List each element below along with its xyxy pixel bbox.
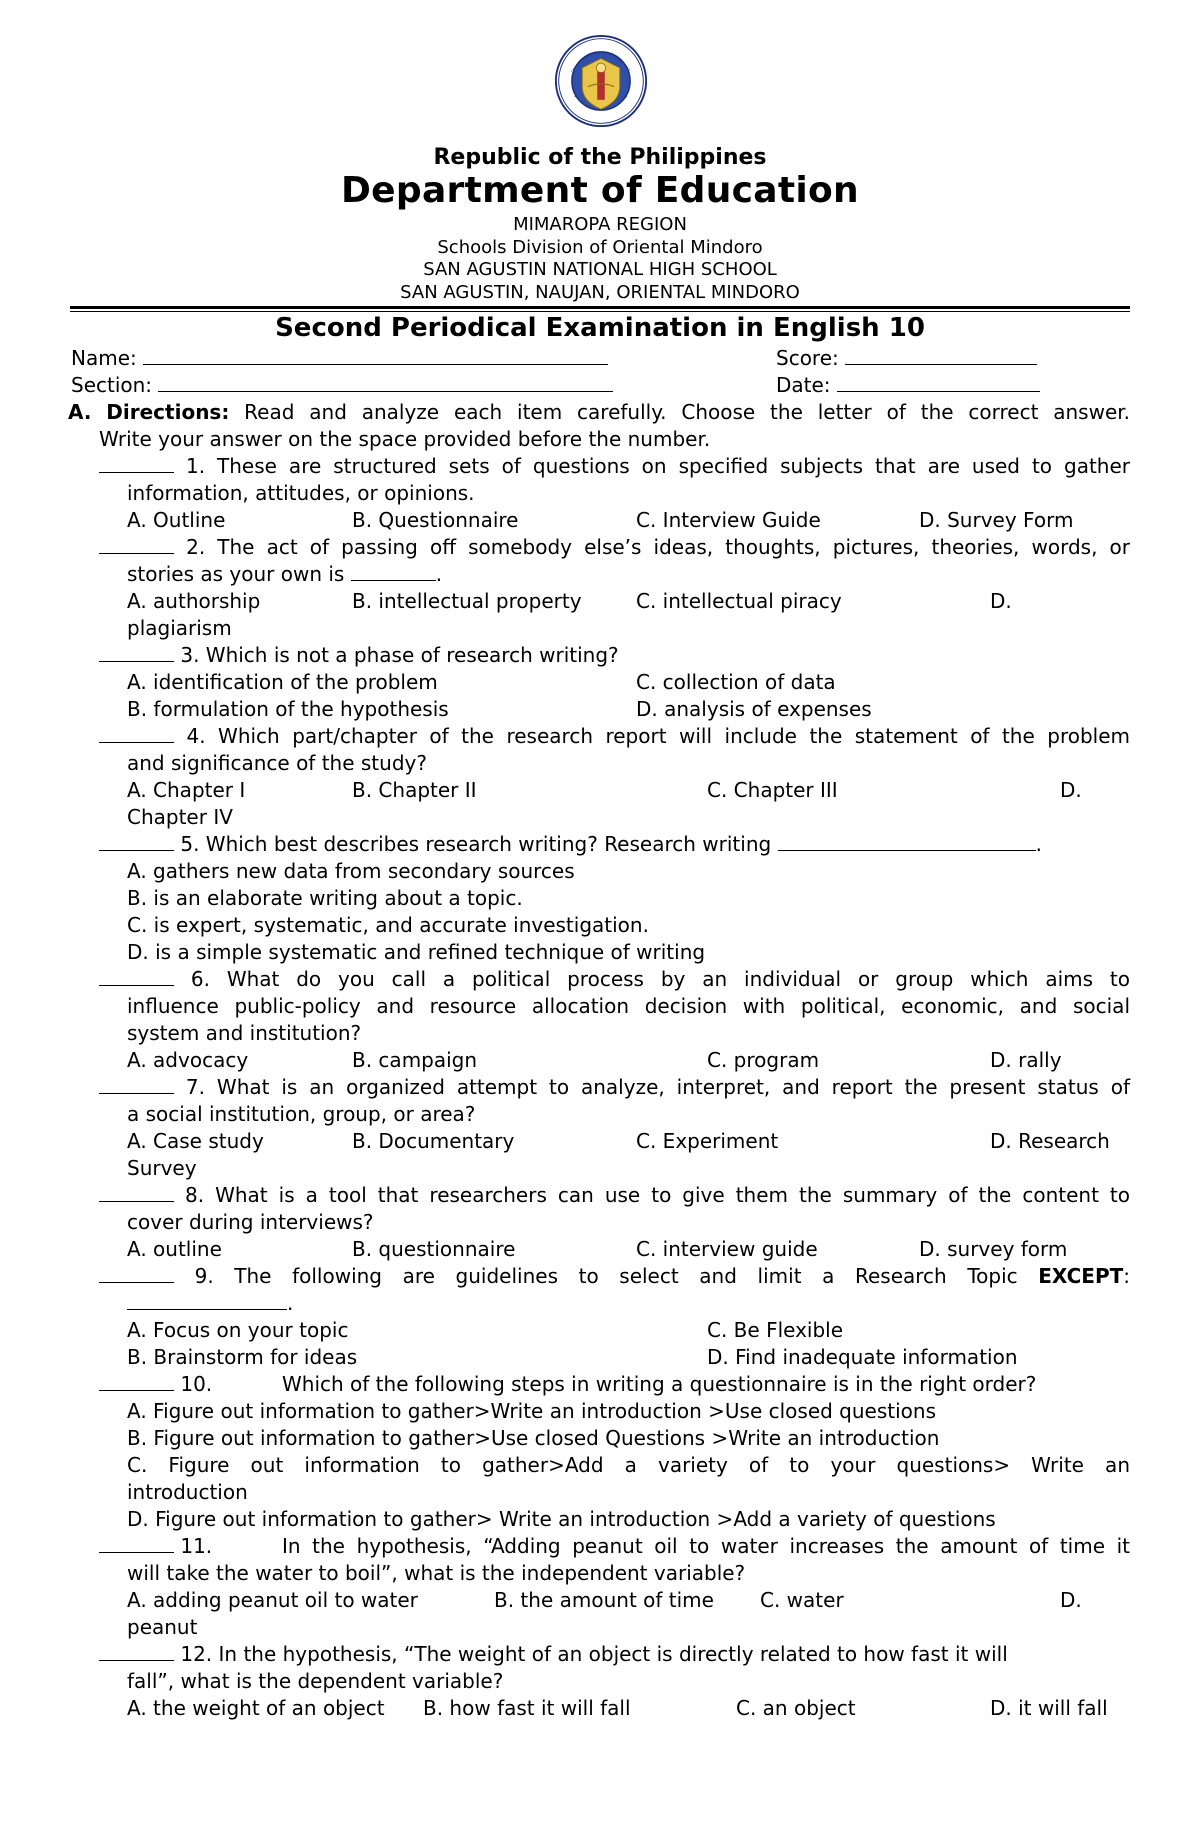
header-divider	[70, 306, 1130, 309]
q12-choice-d: D. it will fall	[990, 1696, 1108, 1720]
answer-blank-3[interactable]	[99, 643, 174, 662]
q2-choice-c: C. intellectual piracy	[636, 589, 842, 613]
q1-choice-d: D. Survey Form	[919, 508, 1074, 532]
q9-choice-c: C. Be Flexible	[707, 1318, 844, 1342]
q9-choice-b: B. Brainstorm for ideas	[127, 1345, 358, 1369]
q10-choice-a: A. Figure out information to gather>Write an introduction >Use closed questions	[127, 1399, 937, 1423]
answer-blank-5[interactable]	[99, 832, 174, 851]
q5-choice-d: D. is a simple systematic and refined technique of writing	[127, 940, 706, 964]
q9-choice-a: A. Focus on your topic	[127, 1318, 349, 1342]
q6-choice-d: D. rally	[990, 1048, 1062, 1072]
q8-choice-b: B. questionnaire	[352, 1237, 516, 1261]
q9-choice-d: D. Find inadequate information	[707, 1345, 1018, 1369]
answer-blank-6[interactable]	[99, 967, 174, 986]
q2-choice-a: A. authorship	[127, 589, 261, 613]
q7-choice-d: D. Research	[990, 1129, 1110, 1153]
question-2-period: .	[435, 562, 443, 586]
question-9	[99, 1264, 1130, 1289]
date-field[interactable]	[776, 373, 1040, 398]
q2-choice-d-cont: plagiarism	[127, 616, 232, 640]
answer-blank-4[interactable]	[99, 724, 174, 743]
answer-blank-8[interactable]	[99, 1183, 174, 1202]
question-8-text-cont: cover during interviews?	[127, 1210, 374, 1234]
question-6-text: 6. What do you call a political process by an individual or group which aims to	[190, 967, 1131, 991]
q7-choice-b: B. Documentary	[352, 1129, 515, 1153]
question-12	[99, 1642, 1008, 1667]
q10-choice-c: C. Figure out information to gather>Add a variety of to your questions> Write an	[127, 1453, 1130, 1477]
q4-choice-b: B. Chapter II	[352, 778, 477, 802]
q6-choice-b: B. campaign	[352, 1048, 478, 1072]
q11-choice-c: C. water	[760, 1588, 844, 1612]
section-field[interactable]	[71, 373, 613, 398]
date-label: Date:	[776, 373, 831, 397]
q11-choice-b: B. the amount of time	[494, 1588, 714, 1612]
question-8-text: 8. What is a tool that researchers can use to give them the summary of the content to	[185, 1183, 1131, 1207]
question-2-text-part: stories as your own is	[127, 562, 345, 586]
q3-choice-b: B. formulation of the hypothesis	[127, 697, 449, 721]
republic-heading: Republic of the Philippines	[433, 145, 767, 170]
department-heading: Department of Education	[341, 170, 859, 211]
question-9-text-cont	[127, 1291, 293, 1316]
deped-seal-icon	[554, 34, 648, 128]
question-5	[99, 832, 1042, 857]
question-2-text-cont	[127, 562, 442, 587]
q2-choice-b: B. intellectual property	[352, 589, 582, 613]
question-4	[99, 724, 1130, 749]
q8-choice-c: C. interview guide	[636, 1237, 818, 1261]
q5-choice-c: C. is expert, systematic, and accurate investigation.	[127, 913, 649, 937]
name-blank[interactable]	[143, 346, 608, 365]
header-divider-thin	[70, 311, 1130, 312]
question-11	[99, 1534, 212, 1559]
exam-title: Second Periodical Examination in English 10	[275, 313, 925, 343]
fill-blank-2[interactable]	[351, 562, 436, 581]
question-10-text: Which of the following steps in writing a questionnaire is in the right order?	[282, 1372, 1037, 1396]
q2-choice-d: D.	[990, 589, 1012, 613]
question-8	[99, 1183, 1130, 1208]
question-10-number: 10.	[180, 1372, 213, 1396]
question-3	[99, 643, 619, 668]
name-label: Name:	[71, 346, 137, 370]
question-10	[99, 1372, 212, 1397]
question-7-text: 7. What is an organized attempt to analyze, interpret, and report the present status of	[185, 1075, 1130, 1099]
q7-choice-c: C. Experiment	[636, 1129, 779, 1153]
question-11-text-cont: will take the water to boil”, what is the independent variable?	[127, 1561, 746, 1585]
question-5-text: 5. Which best describes research writing? Research writing	[180, 832, 772, 856]
question-7	[99, 1075, 1130, 1100]
question-11-number: 11.	[180, 1534, 213, 1558]
question-9-period: .	[287, 1291, 294, 1315]
section-label: Section:	[71, 373, 153, 397]
fill-blank-5[interactable]	[778, 832, 1036, 851]
q6-choice-a: A. advocacy	[127, 1048, 249, 1072]
q4-choice-d-cont: Chapter IV	[127, 805, 233, 829]
q5-choice-a: A. gathers new data from secondary sources	[127, 859, 575, 883]
date-blank[interactable]	[837, 373, 1040, 392]
question-4-text-cont: and significance of the study?	[127, 751, 427, 775]
q4-choice-a: A. Chapter I	[127, 778, 246, 802]
q12-choice-c: C. an object	[736, 1696, 856, 1720]
question-1	[99, 454, 1130, 479]
question-3-text: 3. Which is not a phase of research writing?	[180, 643, 619, 667]
question-1-text: 1. These are structured sets of questions on specified subjects that are used to gather	[185, 454, 1131, 478]
answer-blank-2[interactable]	[99, 535, 174, 554]
question-12-text: 12. In the hypothesis, “The weight of an object is directly related to how fast it will	[180, 1642, 1008, 1666]
q11-choice-a: A. adding peanut oil to water	[127, 1588, 418, 1612]
q4-choice-d: D.	[1060, 778, 1082, 802]
question-9-colon: :	[1123, 1264, 1131, 1288]
q3-choice-a: A. identification of the problem	[127, 670, 438, 694]
directions-letter: A.	[68, 400, 92, 424]
question-9-text: 9. The following are guidelines to select and limit a Research Topic	[194, 1264, 1018, 1288]
address-heading: SAN AGUSTIN, NAUJAN, ORIENTAL MINDORO	[400, 282, 800, 303]
q12-choice-a: A. the weight of an object	[127, 1696, 385, 1720]
q11-choice-d: D.	[1060, 1588, 1082, 1612]
q8-choice-d: D. survey form	[919, 1237, 1068, 1261]
score-blank[interactable]	[845, 346, 1037, 365]
q10-choice-b: B. Figure out information to gather>Use closed Questions >Write an introduction	[127, 1426, 940, 1450]
question-2	[99, 535, 1130, 560]
name-field[interactable]	[71, 346, 608, 371]
directions	[68, 400, 1130, 425]
q12-choice-b: B. how fast it will fall	[423, 1696, 631, 1720]
question-2-text: 2. The act of passing off somebody else’s ideas, thoughts, pictures, theories, words, or	[186, 535, 1131, 559]
q8-choice-a: A. outline	[127, 1237, 222, 1261]
q6-choice-c: C. program	[707, 1048, 820, 1072]
q11-choice-d-cont: peanut	[127, 1615, 198, 1639]
fill-blank-9[interactable]	[127, 1291, 287, 1310]
answer-blank-9[interactable]	[99, 1264, 174, 1283]
q5-choice-b: B. is an elaborate writing about a topic.	[127, 886, 523, 910]
q1-choice-a: A. Outline	[127, 508, 226, 532]
q1-choice-c: C. Interview Guide	[636, 508, 821, 532]
directions-label: Directions:	[106, 400, 230, 424]
question-6	[99, 967, 1130, 992]
score-label: Score:	[776, 346, 839, 370]
score-field[interactable]	[776, 346, 1037, 371]
question-12-text-cont: fall”, what is the dependent variable?	[127, 1669, 504, 1693]
division-heading: Schools Division of Oriental Mindoro	[437, 237, 763, 258]
question-6-text-cont-2: system and institution?	[127, 1021, 362, 1045]
question-6-text-cont: influence public-policy and resource allocation decision with political, economic, and social	[127, 994, 1130, 1018]
q3-choice-d: D. analysis of expenses	[636, 697, 872, 721]
school-heading: SAN AGUSTIN NATIONAL HIGH SCHOOL	[423, 259, 777, 280]
question-9-except: EXCEPT	[1038, 1264, 1124, 1288]
q7-choice-a: A. Case study	[127, 1129, 264, 1153]
q4-choice-c: C. Chapter III	[707, 778, 838, 802]
directions-text-1: Read and analyze each item carefully. Choose the letter of the correct answer.	[229, 400, 1130, 424]
q10-choice-c-cont: introduction	[127, 1480, 248, 1504]
question-11-text: In the hypothesis, “Adding peanut oil to water increases the amount of time it	[282, 1534, 1130, 1558]
q7-choice-d-cont: Survey	[127, 1156, 197, 1180]
region-heading: MIMAROPA REGION	[513, 214, 687, 235]
directions-text-2: Write your answer on the space provided before the number.	[99, 427, 711, 451]
answer-blank-1[interactable]	[99, 454, 174, 473]
q3-choice-c: C. collection of data	[636, 670, 836, 694]
q10-choice-d: D. Figure out information to gather> Write an introduction >Add a variety of questions	[127, 1507, 996, 1531]
answer-blank-10[interactable]	[99, 1372, 174, 1391]
question-4-text: 4. Which part/chapter of the research report will include the statement of the problem	[186, 724, 1131, 748]
answer-blank-7[interactable]	[99, 1075, 174, 1094]
q1-choice-b: B. Questionnaire	[352, 508, 519, 532]
section-blank[interactable]	[158, 373, 613, 392]
answer-blank-12[interactable]	[99, 1642, 174, 1661]
question-1-text-cont: information, attitudes, or opinions.	[127, 481, 475, 505]
question-5-period: .	[1035, 832, 1042, 856]
answer-blank-11[interactable]	[99, 1534, 174, 1553]
question-7-text-cont: a social institution, group, or area?	[127, 1102, 476, 1126]
